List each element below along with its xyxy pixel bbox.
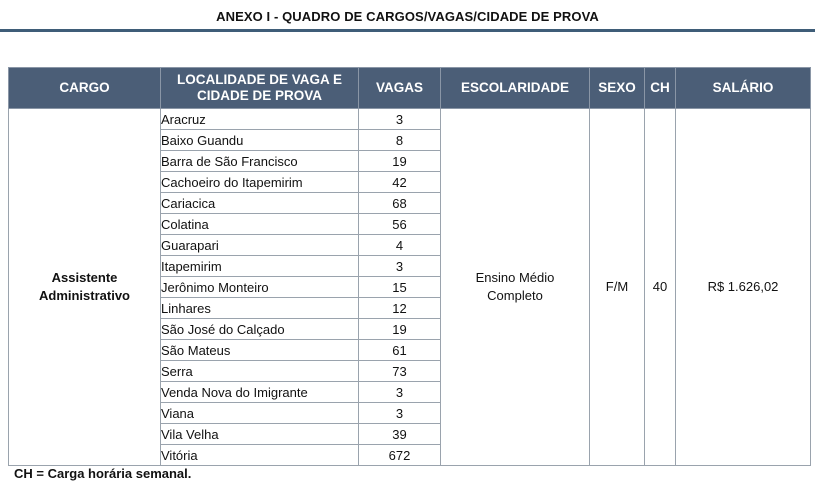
header-localidade-line1: LOCALIDADE DE VAGA E	[176, 72, 342, 87]
vagas-cell: 672	[359, 445, 441, 466]
header-escolaridade: ESCOLARIDADE	[441, 68, 590, 109]
vagas-cell: 19	[359, 151, 441, 172]
vagas-cell: 73	[359, 361, 441, 382]
header-vagas: VAGAS	[359, 68, 441, 109]
cargos-table	[8, 67, 811, 466]
localidade-cell: Viana	[161, 403, 359, 424]
footnote: CH = Carga horária semanal.	[14, 466, 192, 481]
localidade-cell: Barra de São Francisco	[161, 151, 359, 172]
header-row	[9, 68, 811, 109]
sexo-cell: F/M	[590, 109, 645, 466]
vagas-cell: 12	[359, 298, 441, 319]
salario-cell: R$ 1.626,02	[676, 109, 811, 466]
vagas-cell: 3	[359, 256, 441, 277]
localidade-cell: Venda Nova do Imigrante	[161, 382, 359, 403]
localidade-cell: Vitória	[161, 445, 359, 466]
localidade-cell: Aracruz	[161, 109, 359, 130]
escolaridade-line2: Completo	[487, 288, 543, 303]
vagas-cell: 68	[359, 193, 441, 214]
localidade-cell: Cariacica	[161, 193, 359, 214]
header-ch: CH	[645, 68, 676, 109]
localidade-cell: Guarapari	[161, 235, 359, 256]
ch-cell: 40	[645, 109, 676, 466]
vagas-cell: 3	[359, 109, 441, 130]
header-localidade-line2: CIDADE DE PROVA	[196, 88, 322, 103]
header-sexo: SEXO	[590, 68, 645, 109]
localidade-cell: Colatina	[161, 214, 359, 235]
vagas-cell: 56	[359, 214, 441, 235]
title-divider	[0, 29, 815, 32]
localidade-cell: Serra	[161, 361, 359, 382]
escolaridade-line1: Ensino Médio	[475, 270, 555, 285]
localidade-cell: Linhares	[161, 298, 359, 319]
header-localidade	[161, 68, 359, 109]
vagas-cell: 3	[359, 403, 441, 424]
vagas-cell: 39	[359, 424, 441, 445]
cargo-line2: Administrativo	[38, 288, 130, 303]
localidade-cell: São Mateus	[161, 340, 359, 361]
header-cargo: CARGO	[9, 68, 161, 109]
localidade-cell: Itapemirim	[161, 256, 359, 277]
vagas-cell: 19	[359, 319, 441, 340]
vagas-cell: 42	[359, 172, 441, 193]
localidade-cell: São José do Calçado	[161, 319, 359, 340]
header-salario: SALÁRIO	[676, 68, 811, 109]
vagas-cell: 3	[359, 382, 441, 403]
document-title: ANEXO I - QUADRO DE CARGOS/VAGAS/CIDADE DE PROVA	[216, 9, 599, 24]
localidade-cell: Vila Velha	[161, 424, 359, 445]
cargo-cell	[9, 109, 161, 466]
vagas-cell: 61	[359, 340, 441, 361]
vagas-cell: 4	[359, 235, 441, 256]
table-body	[9, 109, 811, 466]
escolaridade-cell	[441, 109, 590, 466]
localidade-cell: Baixo Guandu	[161, 130, 359, 151]
localidade-cell: Cachoeiro do Itapemirim	[161, 172, 359, 193]
vagas-cell: 15	[359, 277, 441, 298]
table-row	[9, 109, 811, 130]
cargo-line1: Assistente	[51, 270, 118, 285]
vagas-cell: 8	[359, 130, 441, 151]
localidade-cell: Jerônimo Monteiro	[161, 277, 359, 298]
